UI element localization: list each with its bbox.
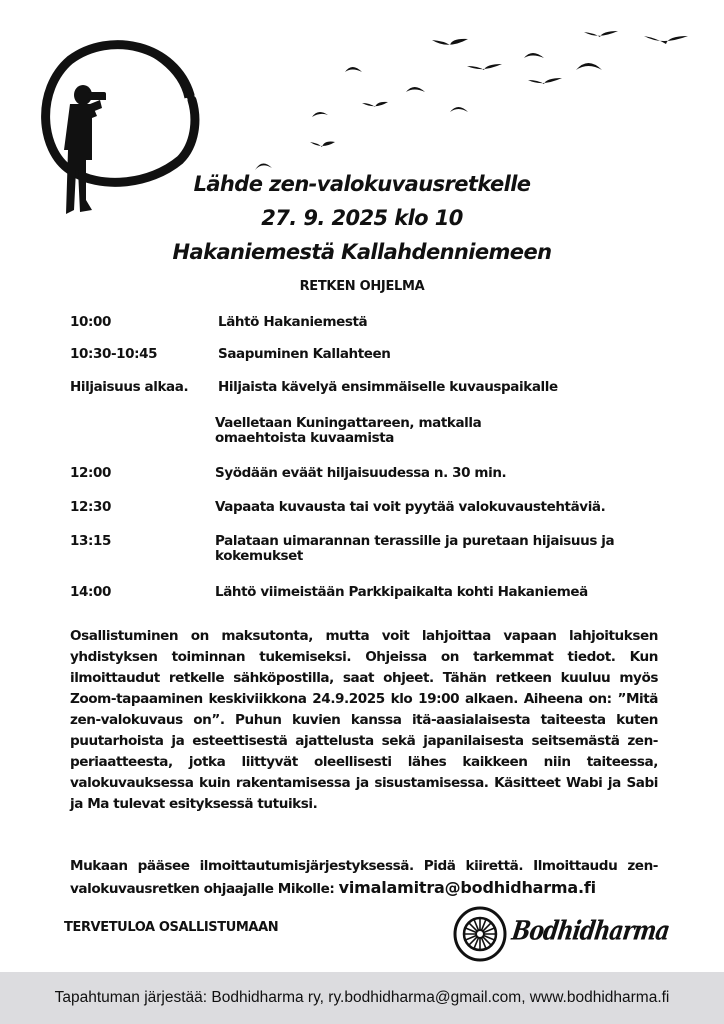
contact-email-link[interactable]: vimalamitra@bodhidharma.fi — [338, 878, 596, 897]
schedule-description: Saapuminen Kallahteen — [218, 346, 391, 362]
footer-organizer-text: Tapahtuman järjestää: Bodhidharma ry, ry.bodhidharma@gmail.com, www.bodhidharma.fi — [54, 989, 670, 1006]
welcome-text: TERVETULOA OSALLISTUMAAN — [64, 920, 279, 935]
schedule-time: 10:30-10:45 — [70, 346, 158, 362]
footer — [0, 972, 724, 1024]
info-paragraph: Osallistuminen on maksutonta, mutta voit lahjoittaa vapaan lahjoituksen yhdistyksen toiminnan tukemiseksi. Ohjeissa on tarkemmat tiedot. Kun ilmoittaudut retkelle sähköpostilla, saat ohjeet. Tähän retkeen kuuluu myös Zoom-tapaaminen keskiviikkona 24.9.2025 klo 19:00 alkaen. Aiheena on: ”Mitä zen-valokuvaus on”. Puhun kuvien kanssa itä-aasialaisesta taiteesta kuten puutarhoista ja esteettisestä ajattelusta sekä japanilaisesta seitsemästä zen-periaatteesta, jotka liittyvät oleellisesti lähes kaikkeen niin taiteessa, valokuvauksessa kuin rakentamisessa ja sisustamisessa. Käsitteet Wabi ja Sabi ja Ma tulevat esityksessä tutuiksi. — [70, 628, 658, 812]
schedule-time: 12:00 — [70, 465, 111, 481]
event-date: 27. 9. 2025 klo 10 — [261, 206, 463, 230]
schedule-description: Vapaata kuvausta tai voit pyytää valokuvaustehtäviä. — [215, 499, 606, 515]
schedule-time: 13:15 — [70, 533, 111, 549]
schedule-time: Hiljaisuus alkaa. — [70, 379, 189, 395]
schedule-description: Hiljaista kävelyä ensimmäiselle kuvauspaikalle — [218, 379, 558, 395]
dharma-wheel-icon — [452, 906, 508, 962]
bodhidharma-logo — [452, 906, 671, 964]
flying-birds-icon — [255, 31, 688, 170]
event-route: Hakaniemestä Kallahdenniemeen — [172, 240, 552, 264]
program-heading: RETKEN OHJELMA — [299, 279, 425, 294]
schedule-description: Syödään eväät hiljaisuudessa n. 30 min. — [215, 465, 507, 481]
schedule-description: Palataan uimarannan terassille ja puretaan hijaisuus ja kokemukset — [215, 533, 615, 564]
schedule-description: Lähtö viimeistään Parkkipaikalta kohti Hakaniemeä — [215, 584, 588, 600]
logo-text: Bodhidharma — [509, 915, 671, 947]
registration-paragraph — [70, 856, 658, 900]
schedule-time: 12:30 — [70, 499, 111, 515]
event-title: Lähde zen-valokuvausretkelle — [193, 172, 531, 196]
schedule-time: 10:00 — [70, 314, 111, 330]
schedule-description: Vaelletaan Kuningattareen, matkalla omaehtoista kuvaamista — [215, 415, 482, 446]
schedule-description: Lähtö Hakaniemestä — [218, 314, 368, 330]
registration-text: Mukaan pääsee ilmoittautumisjärjestyksessä. Pidä kiirettä. Ilmoittaudu zen-valokuvausretken ohjaajalle Mikolle: — [70, 858, 658, 897]
photographer-silhouette-icon — [64, 85, 106, 214]
schedule-time: 14:00 — [70, 584, 111, 600]
